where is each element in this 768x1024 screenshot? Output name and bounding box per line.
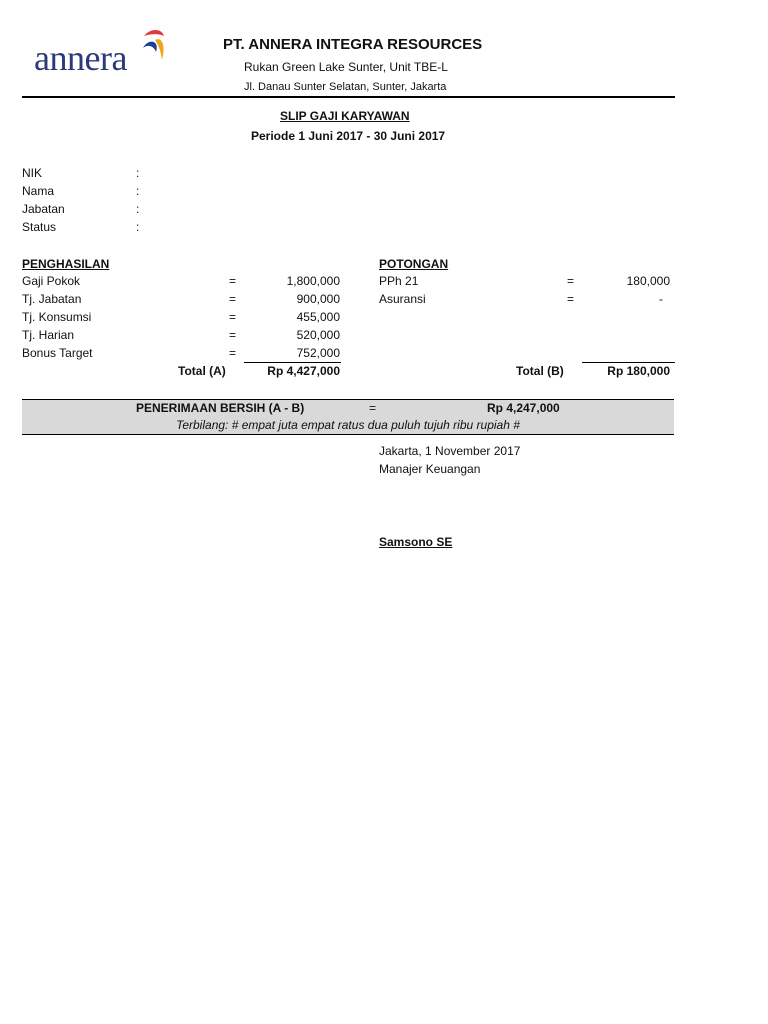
company-address-line2: Jl. Danau Sunter Selatan, Sunter, Jakarta bbox=[244, 81, 447, 93]
deduction-item-amount: 180,000 bbox=[626, 274, 670, 288]
deduction-item-label: Asuransi bbox=[379, 292, 426, 306]
net-pay-band bbox=[22, 399, 674, 418]
employee-jabatan-sep: : bbox=[136, 202, 140, 216]
deduction-item-eq: = bbox=[567, 274, 575, 288]
deduction-item-amount: - bbox=[659, 292, 663, 306]
income-item-amount: 455,000 bbox=[296, 310, 340, 324]
header-divider bbox=[22, 96, 675, 98]
employee-nik-label: NIK bbox=[22, 166, 43, 180]
income-item-amount: 752,000 bbox=[296, 346, 340, 360]
income-item-label: Gaji Pokok bbox=[22, 274, 81, 288]
deduction-total-rule bbox=[582, 362, 675, 363]
income-item-eq: = bbox=[229, 310, 237, 324]
income-item-label: Tj. Jabatan bbox=[22, 292, 82, 306]
income-item-eq: = bbox=[229, 346, 237, 360]
employee-nik-sep: : bbox=[136, 166, 140, 180]
income-item-label: Tj. Harian bbox=[22, 328, 75, 342]
company-logo bbox=[34, 26, 174, 76]
deduction-heading: POTONGAN bbox=[379, 257, 449, 271]
signature-place-date: Jakarta, 1 November 2017 bbox=[379, 444, 521, 458]
slip-title: SLIP GAJI KARYAWAN bbox=[280, 109, 410, 123]
net-pay-value: Rp 4,247,000 bbox=[487, 401, 560, 415]
employee-jabatan-label: Jabatan bbox=[22, 202, 65, 216]
income-item-amount: 1,800,000 bbox=[286, 274, 340, 288]
net-pay-eq: = bbox=[369, 401, 377, 415]
company-address-line1: Rukan Green Lake Sunter, Unit TBE-L bbox=[244, 60, 448, 74]
income-item-eq: = bbox=[229, 274, 237, 288]
income-item-label: Tj. Konsumsi bbox=[22, 310, 92, 324]
income-item-eq: = bbox=[229, 328, 237, 342]
logo-wordmark: annera bbox=[34, 38, 127, 78]
income-item-eq: = bbox=[229, 292, 237, 306]
employee-status-label: Status bbox=[22, 220, 57, 234]
net-pay-label: PENERIMAAN BERSIH (A - B) bbox=[136, 401, 305, 415]
logo-swoosh-icon bbox=[134, 26, 174, 72]
company-name: PT. ANNERA INTEGRA RESOURCES bbox=[223, 36, 483, 53]
terbilang-text: Terbilang: # empat juta empat ratus dua puluh tujuh ribu rupiah # bbox=[176, 418, 520, 432]
employee-nama-label: Nama bbox=[22, 184, 55, 198]
deduction-item-label: PPh 21 bbox=[379, 274, 419, 288]
income-total-rule bbox=[244, 362, 341, 363]
income-item-label: Bonus Target bbox=[22, 346, 93, 360]
employee-nama-sep: : bbox=[136, 184, 140, 198]
income-item-amount: 520,000 bbox=[296, 328, 340, 342]
deduction-total-value: Rp 180,000 bbox=[607, 364, 670, 378]
signature-role: Manajer Keuangan bbox=[379, 462, 481, 476]
terbilang-band bbox=[22, 417, 674, 435]
deduction-item-eq: = bbox=[567, 292, 575, 306]
income-total-value: Rp 4,427,000 bbox=[267, 364, 340, 378]
income-heading: PENGHASILAN bbox=[22, 257, 110, 271]
income-total-label: Total (A) bbox=[178, 364, 226, 378]
employee-status-sep: : bbox=[136, 220, 140, 234]
signature-name: Samsono SE bbox=[379, 535, 453, 549]
slip-period: Periode 1 Juni 2017 - 30 Juni 2017 bbox=[251, 129, 446, 143]
income-item-amount: 900,000 bbox=[296, 292, 340, 306]
deduction-total-label: Total (B) bbox=[516, 364, 564, 378]
